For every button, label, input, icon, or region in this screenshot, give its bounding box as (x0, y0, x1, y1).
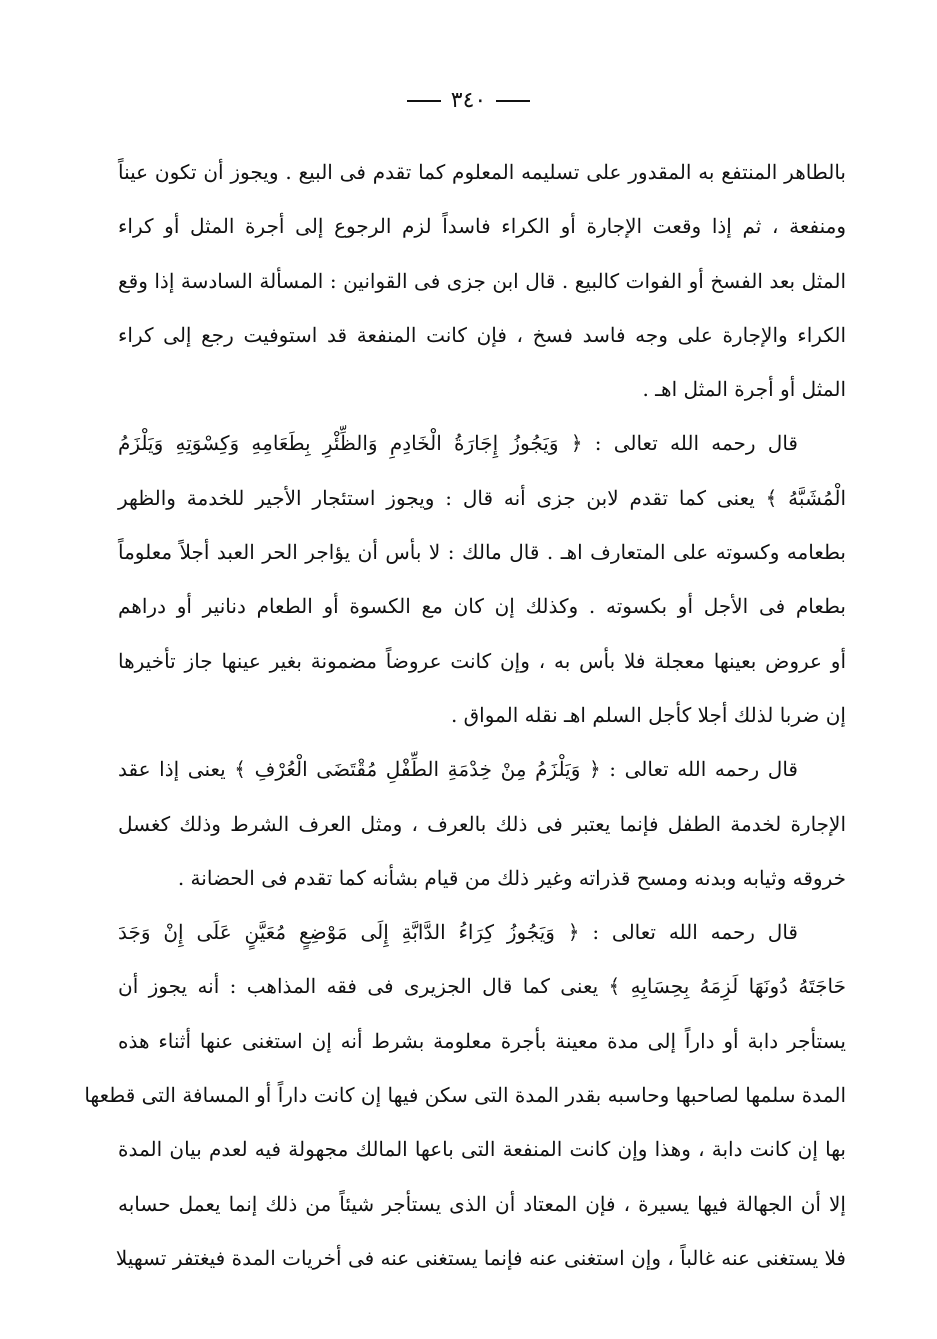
text-line: قال رحمه الله تعالى : ﴿ وَيَجُوزُ إِجَارَةُ الْخَادِمِ وَالظِّئْرِ بِطَعَامِهِ وَكِسْوَتِهِ وَيَلْزَمُ (118, 431, 798, 456)
page-number: ٣٤٠ (450, 88, 487, 113)
text-line: أو عروض بعينها معجلة فلا بأس به ، وإن كانت عروضاً مضمونة بغير عينها جاز تأخيرها (118, 648, 846, 673)
text-line: بطعامه وكسوته على المتعارف اهـ . قال مالك : لا بأس أن يؤاجر الحر العبد أجلاً معلوماً (118, 540, 846, 565)
text-line: قال رحمه الله تعالى : ﴿ وَيَلْزَمُ مِنْ خِدْمَةِ الطِّفْلِ مُقْتَضَى الْعُرْفِ ﴾ يعنى إذا عقد (118, 757, 798, 782)
left-dash (407, 100, 441, 102)
text-line: يستأجر دابة أو داراً إلى مدة معينة بأجرة معلومة بشرط أنه إن استغنى عنها أثناء هذه (118, 1028, 846, 1053)
right-dash (496, 100, 530, 102)
text-line: المثل أو أجرة المثل اهـ . (642, 377, 846, 402)
text-line: المدة سلمها لصاحبها وحاسبه بقدر المدة التى سكن فيها إن كانت داراً أو المسافة التى قطعها (84, 1083, 846, 1108)
text-line: الكراء والإجارة على وجه فاسد فسخ ، فإن كانت المنفعة قد استوفيت رجع إلى كراء (118, 322, 846, 347)
body-text (84, 145, 846, 1285)
text-line: إلا أن الجهالة فيها يسيرة ، فإن المعتاد أن الذى يستأجر شيئاً من ذلك إنما يعمل حسابه (118, 1191, 846, 1216)
text-line: حَاجَتَهُ دُونَهَا لَزِمَهُ بِحِسَابِهِ ﴾ يعنى كما قال الجزيرى فى فقه المذاهب : أنه يجوز أن (118, 974, 846, 999)
text-line: فلا يستغنى عنه غالباً ، وإن استغنى عنه فإنما يستغنى عنه فى أخريات المدة فيغتفر تسهيلا (115, 1245, 846, 1270)
text-line: خروقه وثيابه وبدنه ومسح قذراته وغير ذلك من قيام بشأنه كما تقدم فى الحضانة . (177, 865, 846, 890)
text-line: بالطاهر المنتفع به المقدور على تسليمه المعلوم كما تقدم فى البيع . ويجوز أن تكون عيناً (118, 160, 846, 184)
text-line: قال رحمه الله تعالى : ﴿ وَيَجُوزُ كِرَاءُ الدَّابَّةِ إِلَى مَوْضِعٍ مُعَيَّنٍ عَلَى إِنْ وَجَدَ (118, 920, 798, 945)
text-line: الإجارة لخدمة الطفل فإنما يعتبر فى ذلك بالعرف ، ومثل العرف الشرط وذلك كغسل (118, 811, 846, 836)
text-line: بها إن كانت دابة ، وهذا وإن كانت المنفعة التى باعها المالك مجهولة فيه لعدم بيان المدة (118, 1137, 846, 1162)
text-line: المثل بعد الفسخ أو الفوات كالبيع . قال ابن جزى فى القوانين : المسألة السادسة إذا وقع (118, 268, 846, 293)
text-line: ومنفعة ، ثم إذا وقعت الإجارة أو الكراء فاسداً لزم الرجوع إلى أجرة المثل أو كراء (118, 214, 846, 239)
text-line: بطعام فى الأجل أو بكسوته . وكذلك إن كان مع الكسوة أو الطعام دنانير أو دراهم (118, 594, 846, 619)
text-line: الْمُشَبَّهُ ﴾ يعنى كما تقدم لابن جزى أنه قال : ويجوز استئجار الأجير للخدمة والظهر (118, 485, 846, 510)
text-line: إن ضربا لذلك أجلا كأجل السلم اهـ نقله المواق . (450, 702, 846, 727)
page-number-header (0, 86, 937, 116)
